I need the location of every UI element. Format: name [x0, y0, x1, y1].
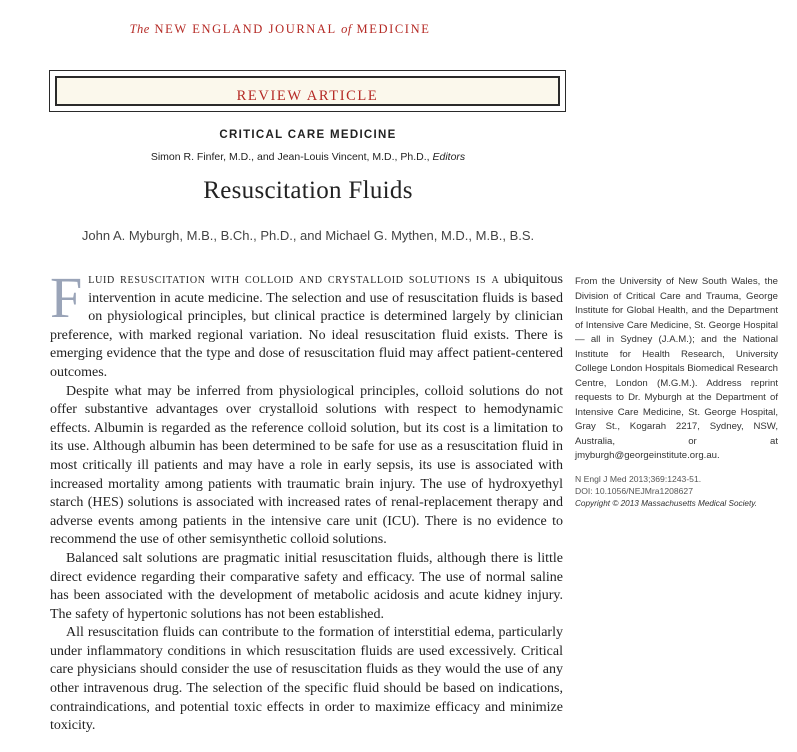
abstract-body [50, 265, 563, 736]
article-authors: John A. Myburgh, M.B., B.Ch., Ph.D., and Michael G. Mythen, M.D., M.B., B.S. [81, 228, 535, 243]
citation-block [575, 473, 778, 511]
journal-of: of [341, 22, 352, 36]
article-type-box-inner [55, 76, 560, 106]
journal-citation: N Engl J Med 2013;369:1243-51. [575, 473, 702, 484]
editors-line [0, 151, 616, 163]
editor-role: Editors [432, 151, 466, 163]
journal-the: The [129, 22, 150, 36]
body-paragraph: All resuscitation fluids can contribute to the formation of interstitial edema, particularly under inflammatory conditions in which resuscitation fluids are used excessively. Critical care physicians should consider the use of resuscitation fluids as they would the use of any other intravenous drug. The selection of the specific fluid should be based on indications, contraindications, and potential toxic effects in order to maximize efficacy and minimize toxicity. [50, 625, 563, 734]
lead-text: ubiquitous intervention in acute medicine. The selection and use of resuscitation fluids is based on physiological principles, but clinical practice is determined largely by clinician preference, with marked regional variation. No ideal resuscitation fluid exists. There is emerging evidence that the type and dose of resuscitation fluid may affect patient-centered outcomes. [50, 272, 563, 380]
journal-running-head [0, 22, 560, 37]
lead-smallcaps: luid resuscitation with colloid and crystalloid solutions is a [88, 272, 500, 287]
article-type-box [49, 70, 566, 112]
journal-name: NEW ENGLAND JOURNAL [154, 22, 337, 36]
drop-cap: F [50, 265, 83, 330]
body-paragraph: Despite what may be inferred from physiological principles, colloid solutions do not offer substantive advantages over crystalloid solutions with respect to hemodynamic effects. Albumin is regarded as the reference colloid solution, but its cost is a limitation to its use. Although albumin has been determined to be safe for use as a resuscitation fluid in most critically ill patients and may have a role in early sepsis, its use is associated with increased mortality among patients with traumatic brain injury. The use of hydroxyethyl starch (HES) solutions is associated with increased rates of renal-replacement therapy and adverse events among patients in the intensive care unit (ICU). There is no evidence to recommend the use of other semisynthetic colloid solutions. [50, 383, 563, 548]
author-affiliations: From the University of New South Wales, the Division of Critical Care and Trauma, George Institute for Global Health, and the Department of Intensive Care Medicine, St. George Hospital — all in Sydney (J.A.M.); and the National Institute for Health Research, University College London Hospitals Biomedical Research Centre, London (M.G.M.). Address reprint requests to Dr. Myburgh at the Department of Intensive Care Medicine, St. George Hospital, Gray St., Kogarah 2217, Sydney, NSW, Australia, or at jmyburgh@georgeinstitute.org.au. [575, 276, 778, 461]
article-type-label: REVIEW ARTICLE [236, 88, 379, 104]
article-title: Resuscitation Fluids [203, 177, 413, 204]
journal-name-end: MEDICINE [356, 22, 431, 36]
doi-link[interactable]: DOI: 10.1056/NEJMra1208627 [575, 486, 693, 497]
copyright-notice: Copyright © 2013 Massachusetts Medical Society. [575, 499, 757, 509]
section-heading: CRITICAL CARE MEDICINE [219, 129, 397, 141]
sidebar-notes [575, 275, 778, 511]
editor-names: Simon R. Finfer, M.D., and Jean-Louis Vincent, M.D., Ph.D., [150, 151, 430, 163]
body-paragraph: Balanced salt solutions are pragmatic initial resuscitation fluids, although there is little direct evidence regarding their comparative safety and efficacy. The use of normal saline has been associated with the development of metabolic acidosis and acute kidney injury. The safety of hypertonic solutions has not been established. [50, 550, 563, 622]
lead-paragraph [50, 265, 563, 383]
